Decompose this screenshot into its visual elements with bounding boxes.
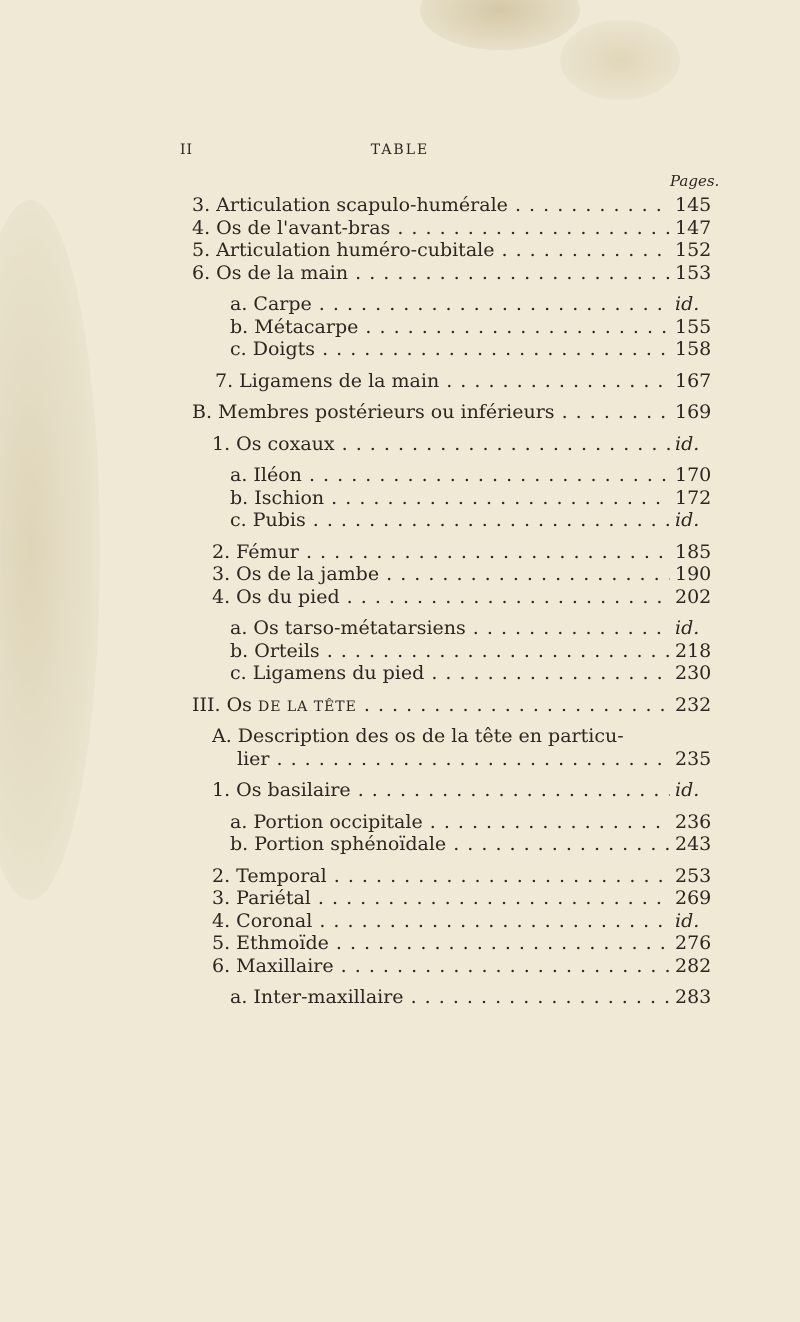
- pages-column-header: Pages.: [670, 172, 720, 190]
- page-number: 147: [675, 216, 712, 239]
- page-number: 202: [675, 585, 712, 608]
- page-number: 155: [675, 315, 712, 338]
- page-number: id.: [675, 779, 700, 801]
- toc-entry: b. Portion sphénoïdale . . . 243: [0, 833, 800, 856]
- section-title: III. Os DE LA TÊTE . . .: [192, 694, 670, 719]
- page-number: 218: [675, 639, 712, 662]
- toc-entry: 6. Os de la main . . . 153: [0, 262, 800, 285]
- running-title: TABLE: [370, 142, 430, 158]
- page-number: 276: [675, 932, 712, 954]
- page-number: id.: [675, 909, 700, 932]
- page-number: 282: [675, 954, 712, 977]
- page-number: 283: [675, 986, 712, 1008]
- page-folio: II: [180, 142, 194, 158]
- toc-list: [0, 194, 800, 1009]
- toc-entry: b. Métacarpe . . . 155: [0, 316, 800, 339]
- toc-entry: 2. Fémur . . . 185: [0, 541, 800, 564]
- page-number: 170: [675, 464, 712, 486]
- page-number: 185: [675, 540, 712, 563]
- toc-entry: 3. Pariétal . . . 269: [0, 887, 800, 910]
- toc-entry: a. Inter-maxillaire . . . 283: [0, 986, 800, 1009]
- page-number: id.: [675, 432, 700, 455]
- page-number: 269: [675, 887, 712, 909]
- toc-entry: 4. Os de l'avant-bras . . . 147: [0, 217, 800, 240]
- toc-entry: a. Portion occipitale . . . 236: [0, 811, 800, 834]
- page-number: 243: [675, 833, 712, 855]
- page-number: 152: [675, 239, 712, 261]
- toc-entry: 6. Maxillaire . . . 282: [0, 955, 800, 978]
- toc-entry: a. Iléon . . . 170: [0, 464, 800, 487]
- page-number: id.: [675, 617, 700, 639]
- toc-entry: c. Pubis . . . id.: [0, 509, 800, 532]
- page-number: 230: [675, 662, 712, 684]
- toc-entry: A. Description des os de la tête en particu-: [212, 725, 624, 747]
- toc-entry: b. Orteils . . . 218: [0, 640, 800, 663]
- paper-stain: [420, 0, 580, 50]
- toc-entry: 5. Ethmoïde . . . 276: [0, 932, 800, 955]
- toc-entry: 5. Articulation huméro-cubitale . . . 152: [0, 239, 800, 262]
- toc-entry: 7. Ligamens de la main . . . 167: [0, 370, 800, 393]
- paper-stain: [560, 20, 680, 100]
- page-number: 172: [675, 486, 712, 509]
- toc-entry: 4. Coronal . . . id.: [0, 910, 800, 933]
- page-number: 158: [675, 338, 712, 360]
- toc-entry: 4. Os du pied . . . 202: [0, 586, 800, 609]
- page-number: 190: [675, 563, 712, 585]
- toc-entry: 3. Articulation scapulo-humérale . . . 145: [0, 194, 800, 217]
- toc-entry: b. Ischion . . . 172: [0, 487, 800, 510]
- toc-entry: a. Carpe . . . id.: [0, 293, 800, 316]
- toc-entry: 2. Temporal . . . 253: [0, 865, 800, 888]
- toc-entry: B. Membres postérieurs ou inférieurs . . . 169: [0, 401, 800, 424]
- toc-entry: 1. Os coxaux . . . id.: [0, 433, 800, 456]
- toc-entry: 1. Os basilaire . . . id.: [0, 779, 800, 802]
- toc-entry: [0, 694, 800, 717]
- page-number: 169: [675, 401, 712, 423]
- toc-entry: c. Ligamens du pied . . . 230: [0, 662, 800, 685]
- toc-entry-continuation: lier . . . 235: [0, 748, 800, 771]
- page-number: id.: [675, 509, 700, 531]
- toc-entry: a. Os tarso-métatarsiens . . . id.: [0, 617, 800, 640]
- page-number: 235: [675, 747, 712, 770]
- page-number: id.: [675, 293, 700, 315]
- page-number: 145: [675, 194, 712, 216]
- page-number: 236: [675, 810, 712, 833]
- page-number: 153: [675, 261, 712, 284]
- page-number: 232: [675, 693, 712, 716]
- toc-entry: c. Doigts . . . 158: [0, 338, 800, 361]
- page-number: 167: [675, 369, 712, 392]
- toc-entry: 3. Os de la jambe . . . 190: [0, 563, 800, 586]
- page-number: 253: [675, 864, 712, 887]
